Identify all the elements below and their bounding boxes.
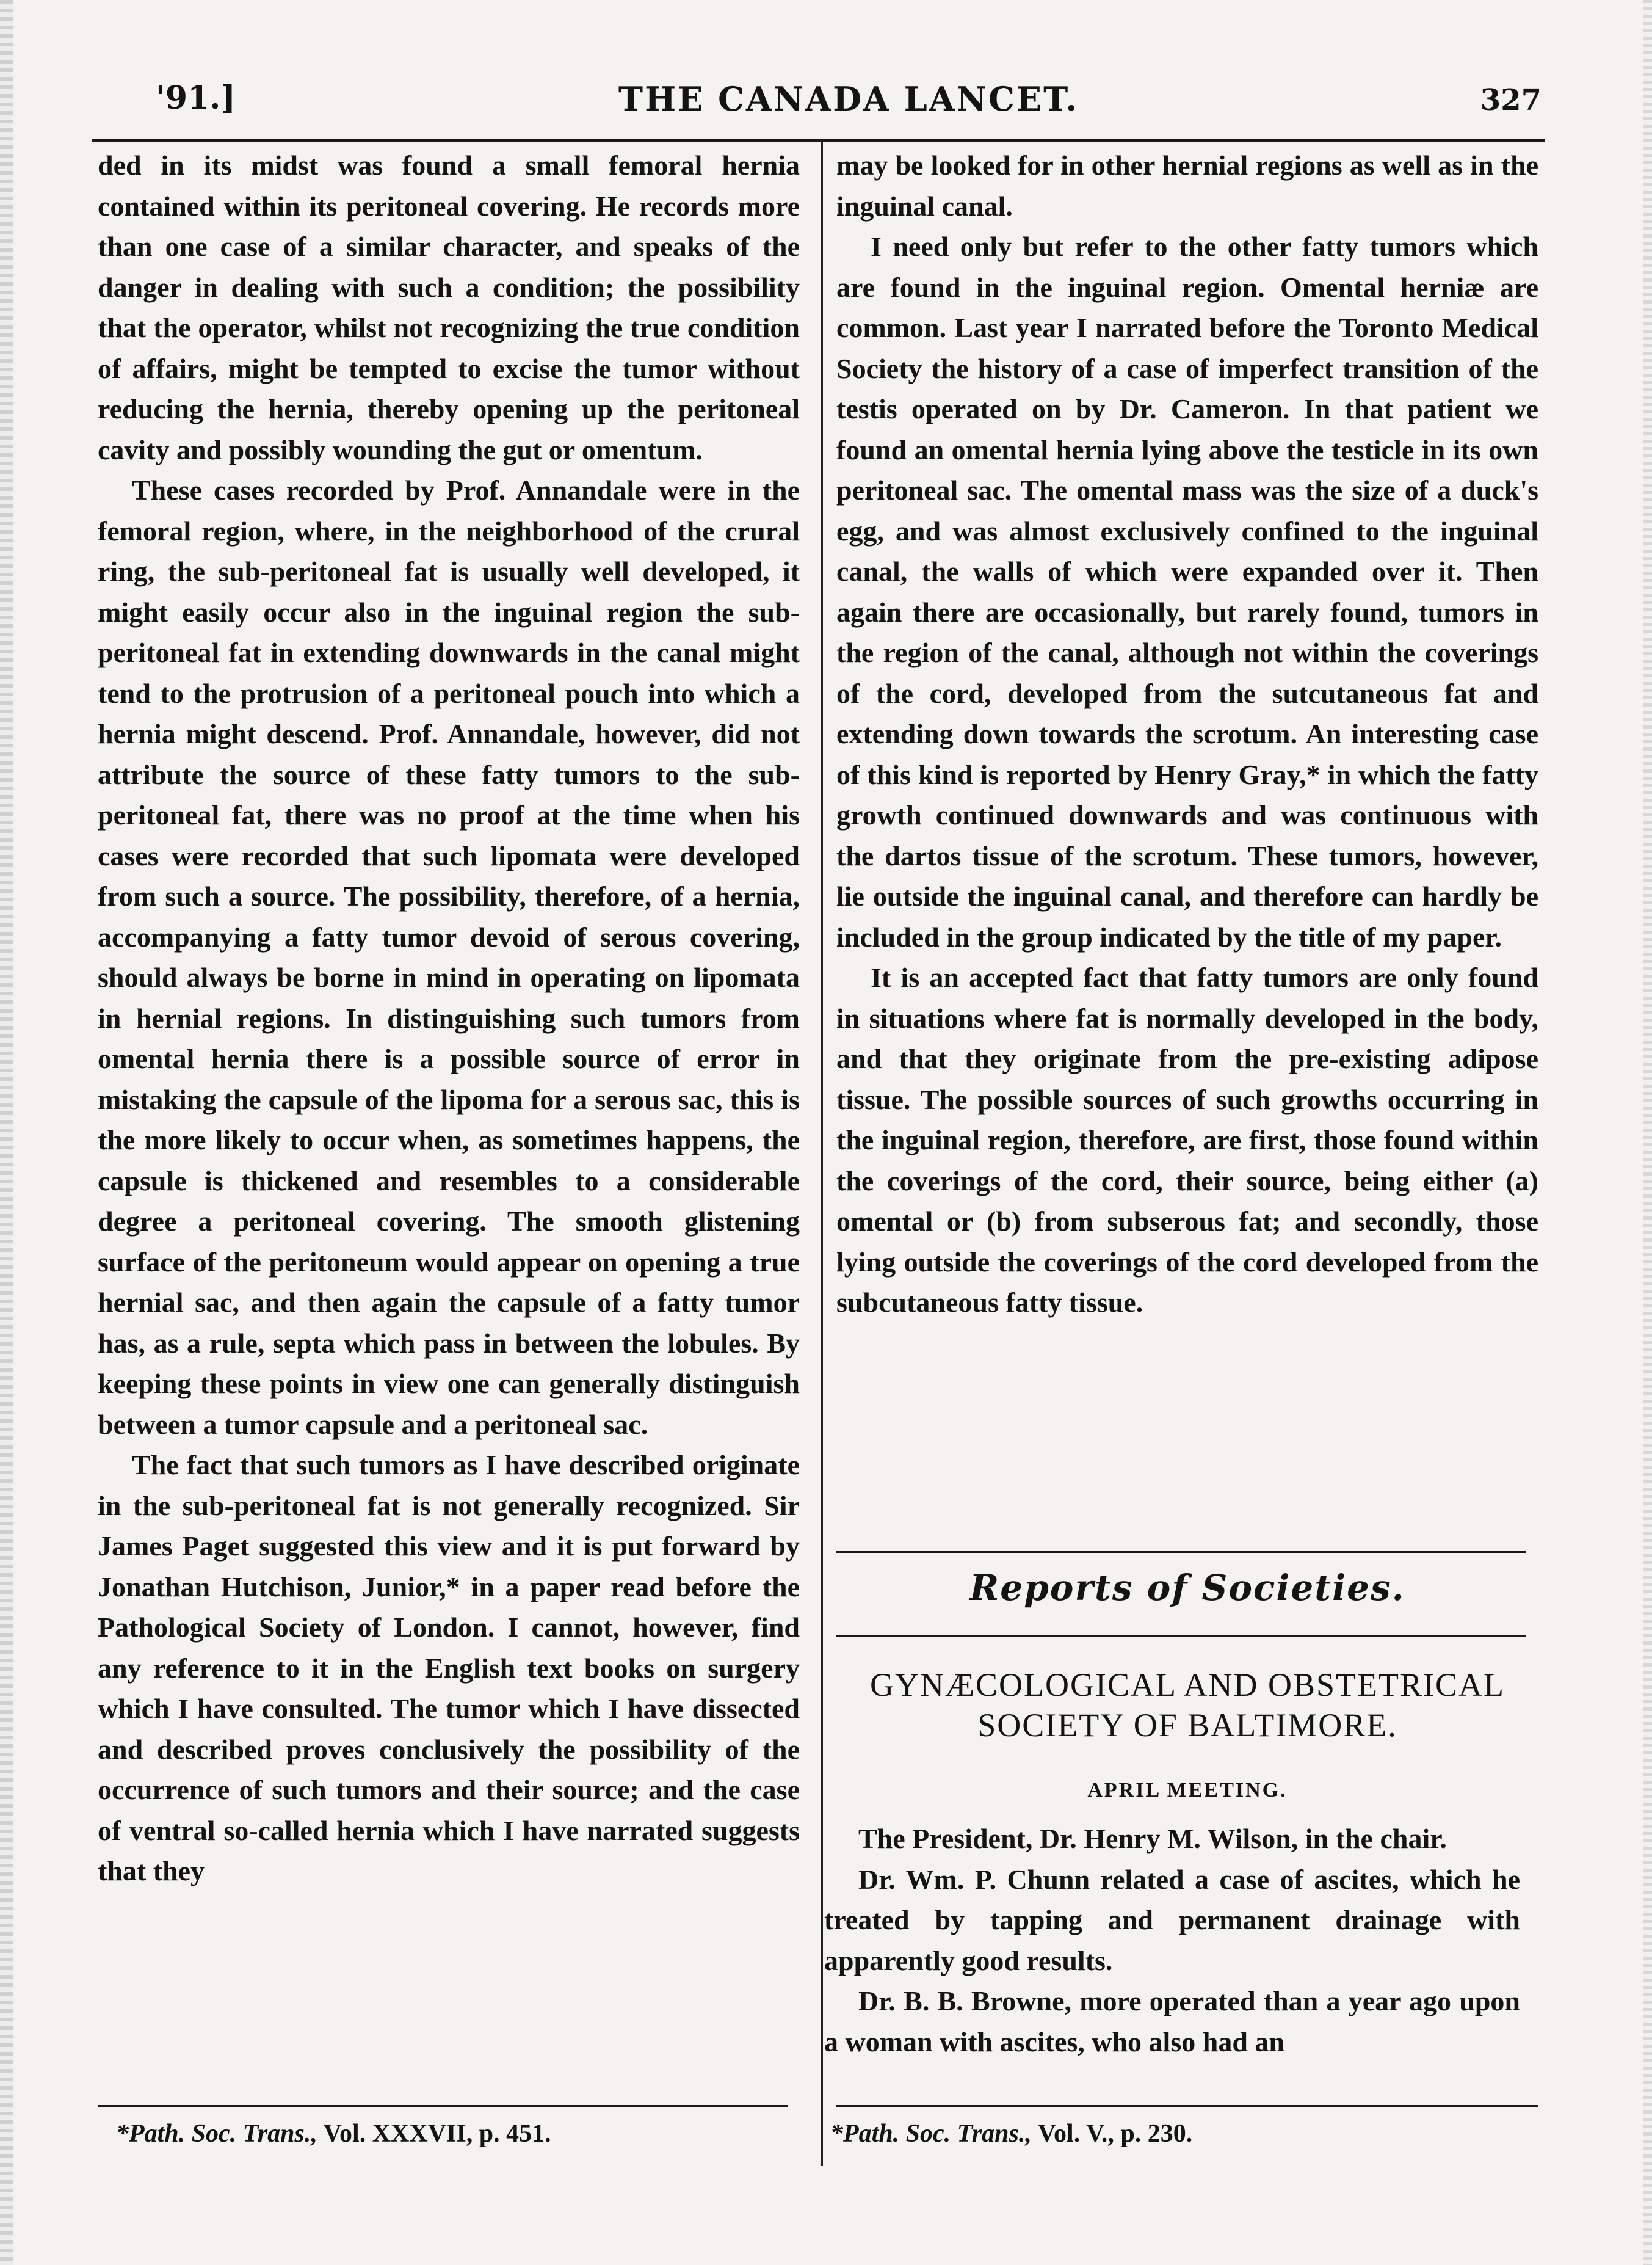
journal-title: THE CANADA LANCET.: [618, 79, 1079, 118]
report-paragraph-1: The President, Dr. Henry M. Wilson, in the chair.: [858, 1823, 1447, 1854]
right-paragraph-2: I need only but refer to the other fatty tumors which are found in the inguinal region. Omental herniæ are common. Last year I narrated before the Toronto Medical Society the history of a case of imperfect transition of the testis operated on by Dr. Cameron. In that patient we found an omental hernia lying above the testicle in its own peritoneal sac. The omental mass was the size of a duck's egg, and was almost exclusively confined to the inguinal canal, the walls of which were expanded over it. Then again there are occasionally, but rarely found, tumors in the region of the canal, although not within the coverings of the cord, developed from the sutcutaneous fat and extending down towards the scrotum. An interesting case of this kind is reported by Henry Gray,* in which the fatty growth continued downwards and was continuous with the dartos tissue of the scrotum. These tumors, however, lie outside the inguinal canal, and therefore can hardly be included in the group indicated by the title of my paper.: [836, 231, 1538, 953]
running-header: [156, 79, 1542, 134]
column-divider: [821, 142, 823, 2166]
footnote-left-citation: Vol. XXXVII, p. 451.: [317, 2120, 551, 2148]
footnote-left: [116, 2119, 551, 2148]
society-title-line-1: GYNÆCOLOGICAL AND OBSTETRICAL: [870, 1667, 1505, 1703]
society-title: [836, 1665, 1538, 1745]
left-paragraph-3: The fact that such tumors as I have described originate in the sub-peritoneal fat is not generally recognized. Sir James Paget suggested this view and it is put forward by Jonathan Hutchison, Junior,* in a paper read before the Pathological Society of London. I cannot, however, find any reference to it in the English text books on surgery which I have consulted. The tumor which I have dissected and described proves conclusively the possibility of the occurrence of such tumors and their source; and the case of ventral so-called hernia which I have narrated suggests that they: [98, 1449, 800, 1886]
footnote-right-citation: Vol. V., p. 230.: [1031, 2120, 1193, 2148]
section-heading: Reports of Societies.: [969, 1567, 1405, 1609]
page-edge-left: [0, 0, 13, 2265]
society-title-line-2: SOCIETY OF BALTIMORE.: [977, 1707, 1397, 1743]
left-column: [98, 145, 800, 1892]
header-rule: [92, 139, 1545, 142]
footnote-rule-right: [836, 2105, 1538, 2107]
report-paragraph-3: Dr. B. B. Browne, more operated than a year ago upon a woman with ascites, who also had an: [824, 1985, 1520, 2057]
header-year: '91.]: [156, 79, 236, 117]
left-paragraph-1: ded in its midst was found a small femoral hernia contained within its peritoneal covering. He records more than one case of a similar character, and speaks of the danger in dealing with such a condition; the possibility that the operator, whilst not recognizing the true condition of affairs, might be tempted to excise the tumor without reducing the hernia, thereby opening up the peritoneal cavity and possibly wounding the gut or omentum.: [98, 150, 800, 465]
left-paragraph-2: These cases recorded by Prof. Annandale were in the femoral region, where, in the neighborhood of the crural ring, the sub-peritoneal fat is usually well developed, it might easily occur also in the inguinal region the sub-peritoneal fat in extending downwards in the canal might tend to the protrusion of a peritoneal pouch into which a hernia might descend. Prof. Annandale, however, did not attribute the source of these fatty tumors to the sub-peritoneal fat, there was no proof at the time when his cases were recorded that such lipomata were developed from such a source. The possibility, therefore, of a hernia, accompanying a fatty tumor devoid of serous covering, should always be borne in mind in operating on lipomata in hernial regions. In distinguishing such tumors from omental hernia there is a possible source of error in mistaking the capsule of the lipoma for a serous sac, this is the more likely to occur when, as sometimes happens, the capsule is thickened and resembles to a considerable degree a peritoneal covering. The smooth glistening surface of the peritoneum would appear on opening a true hernial sac, and then again the capsule of a fatty tumor has, as a rule, septa which pass in between the lobules. By keeping these points in view one can generally distinguish between a tumor capsule and a peritoneal sac.: [98, 474, 800, 1440]
section-rule-top: [836, 1551, 1526, 1553]
right-paragraph-1: may be looked for in other hernial regions as well as in the inguinal canal.: [836, 150, 1538, 222]
footnote-right-source: *Path. Soc. Trans.,: [830, 2120, 1032, 2148]
footnote-right: [830, 2119, 1192, 2148]
page-edge-right: [1643, 0, 1652, 2265]
report-text: [824, 1819, 1520, 2062]
footnote-left-source: *Path. Soc. Trans.,: [116, 2120, 317, 2148]
page-number: 327: [1480, 83, 1542, 117]
report-paragraph-2: Dr. Wm. P. Chunn related a case of ascites, which he treated by tapping and permanent drainage with apparently good results.: [824, 1863, 1520, 1976]
footnote-rule-left: [98, 2105, 788, 2107]
section-rule-bottom: [836, 1635, 1526, 1637]
right-paragraph-3: It is an accepted fact that fatty tumors are only found in situations where fat is normally developed in the body, and that they originate from the pre-existing adipose tissue. The possible sources of such growths occurring in the inguinal region, therefore, are first, those found within the coverings of the cord, their source, being either (a) omental or (b) from subserous fat; and secondly, those lying outside the coverings of the cord developed from the subcutaneous fatty tissue.: [836, 962, 1538, 1318]
meeting-heading: APRIL MEETING.: [1087, 1779, 1288, 1801]
right-column: [836, 145, 1538, 1323]
